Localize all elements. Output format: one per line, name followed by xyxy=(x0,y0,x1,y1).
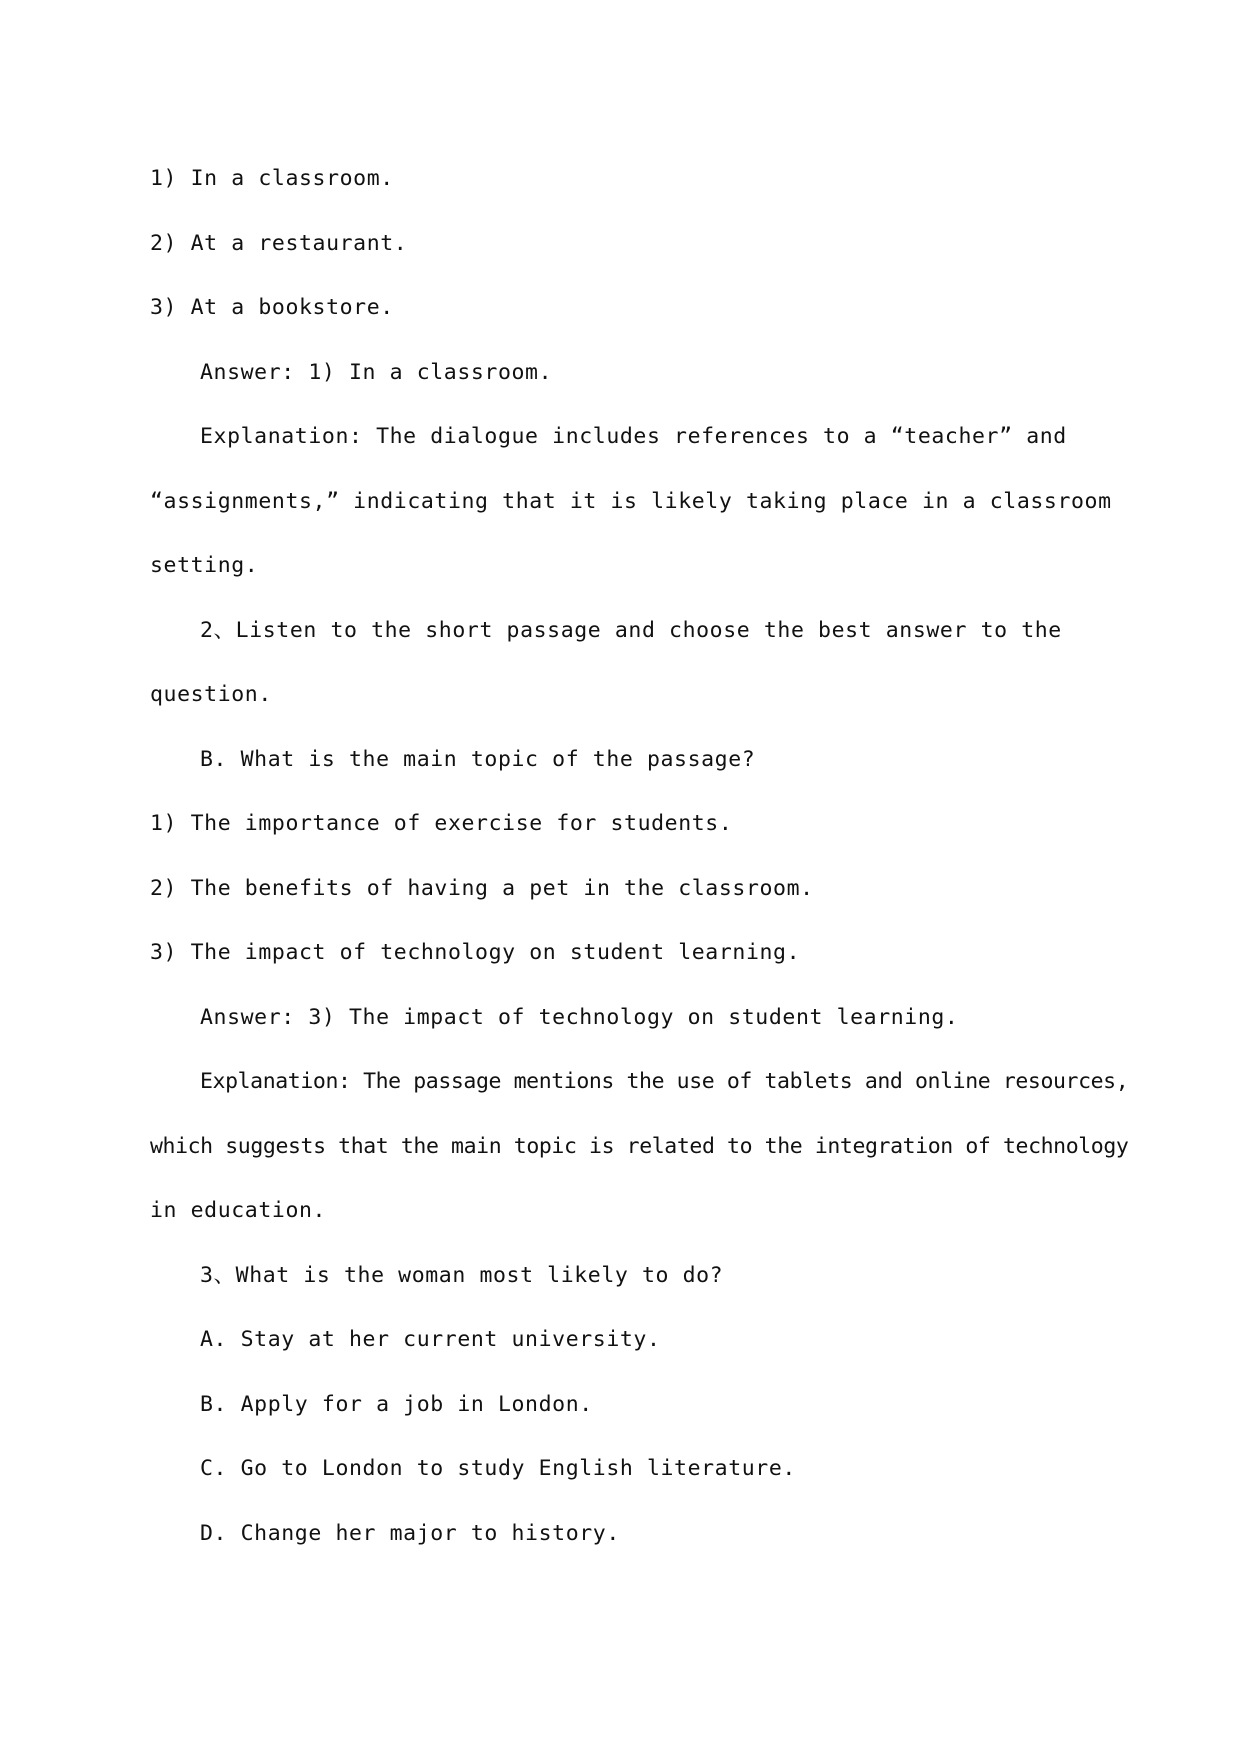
question-line: 3、What is the woman most likely to do? xyxy=(200,1262,724,1288)
option-line: 3) The impact of technology on student learning. xyxy=(150,940,801,965)
answer-line: Answer: 1) In a classroom. xyxy=(200,359,553,385)
option-line: A. Stay at her current university. xyxy=(200,1327,661,1352)
explanation-line: which suggests that the main topic is related to the integration of technology xyxy=(150,1133,1129,1159)
document-body xyxy=(150,147,1129,1566)
explanation-line: Explanation: The dialogue includes references to a “teacher” and xyxy=(200,424,1067,449)
explanation-line: in education. xyxy=(150,1198,327,1223)
option-line: B. Apply for a job in London. xyxy=(200,1391,593,1417)
explanation-line: “assignments,” indicating that it is likely taking place in a classroom xyxy=(150,488,1112,514)
question-line: 2、Listen to the short passage and choose the best answer to the xyxy=(200,617,1062,643)
explanation-line: Explanation: The passage mentions the use of tablets and online resources, xyxy=(200,1069,1129,1094)
option-line: 2) At a restaurant. xyxy=(150,230,408,256)
option-line: 3) At a bookstore. xyxy=(150,295,394,320)
answer-line: Answer: 3) The impact of technology on student learning. xyxy=(200,1004,959,1030)
option-line: 1) In a classroom. xyxy=(150,166,394,191)
option-line: D. Change her major to history. xyxy=(200,1520,620,1546)
explanation-line: setting. xyxy=(150,553,259,578)
option-line: 1) The importance of exercise for students. xyxy=(150,811,733,836)
question-line: B. What is the main topic of the passage? xyxy=(200,746,756,772)
option-line: C. Go to London to study English literature. xyxy=(200,1456,796,1481)
question-line: question. xyxy=(150,682,272,707)
option-line: 2) The benefits of having a pet in the classroom. xyxy=(150,875,814,901)
